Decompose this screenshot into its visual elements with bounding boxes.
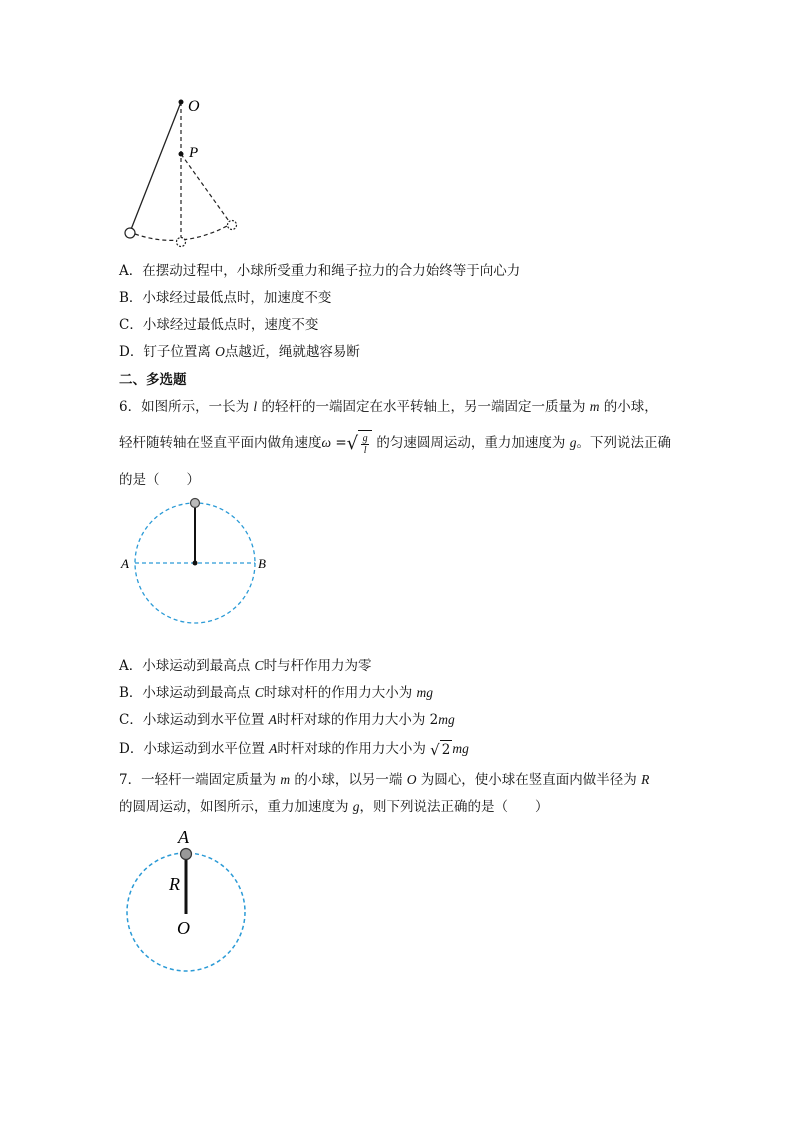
- rope-right-dashed: [181, 154, 231, 224]
- pendulum-figure: [115, 92, 255, 252]
- rod-circle-figure: [115, 495, 275, 630]
- q6-line-3: 的是（ ）: [119, 472, 200, 488]
- label-A: A: [178, 827, 189, 847]
- ball: [191, 499, 200, 508]
- q6-option-d: D．小球运动到水平位置 A时杆对球的作用力大小为 √ 2 mg: [119, 740, 469, 759]
- rope-left: [130, 102, 181, 232]
- q5-option-c: C．小球经过最低点时，速度不变: [119, 317, 319, 333]
- ball-bottom: [177, 238, 186, 247]
- q5-option-d: D．钉子位置离 O点越近，绳就越容易断: [119, 344, 360, 360]
- ball-left: [125, 228, 135, 238]
- q6-option-a: A．小球运动到最高点 C时与杆作用力为零: [119, 658, 372, 674]
- point-O: [179, 100, 184, 105]
- nail-P: [179, 152, 184, 157]
- section-title: 二、多选题: [119, 372, 187, 388]
- q7-line-2: 的圆周运动，如图所示，重力加速度为 g，则下列说法正确的是（ ）: [119, 799, 549, 815]
- label-A: A: [121, 556, 129, 571]
- label-P: P: [189, 145, 199, 161]
- q6-line-1: 6．如图所示，一长为 l 的轻杆的一端固定在水平转轴上，另一端固定一质量为 m 的小球，: [119, 399, 658, 415]
- q7-line-1: 7．一轻杆一端固定质量为 m 的小球，以另一端 O 为圆心，使小球在竖直面内做半径为 R: [119, 772, 650, 788]
- q5-option-b: B．小球经过最低点时，加速度不变: [119, 290, 332, 306]
- pivot: [193, 561, 198, 566]
- label-B: B: [258, 556, 266, 571]
- label-O: O: [177, 918, 190, 938]
- q6-line-2: 轻杆随转轴在竖直平面内做角速度ω = √ $\frac{g}{l}$ 的匀速圆周运动，重力加速度为 g。下列说法正确: [119, 430, 671, 457]
- sqrt-g-over-l: √ $\frac{g}{l}$: [347, 430, 372, 457]
- q6-option-b: B．小球运动到最高点 C时球对杆的作用力大小为 mg: [119, 685, 434, 701]
- ball: [181, 849, 192, 860]
- ball-right: [228, 221, 237, 230]
- label-O: O: [188, 98, 200, 115]
- radius-circle-figure: [118, 826, 258, 978]
- label-R: R: [169, 874, 180, 894]
- q6-option-c: C．小球运动到水平位置 A时杆对球的作用力大小为 2mg: [119, 712, 455, 728]
- q5-option-a: A．在摆动过程中，小球所受重力和绳子拉力的合力始终等于向心力: [119, 263, 521, 279]
